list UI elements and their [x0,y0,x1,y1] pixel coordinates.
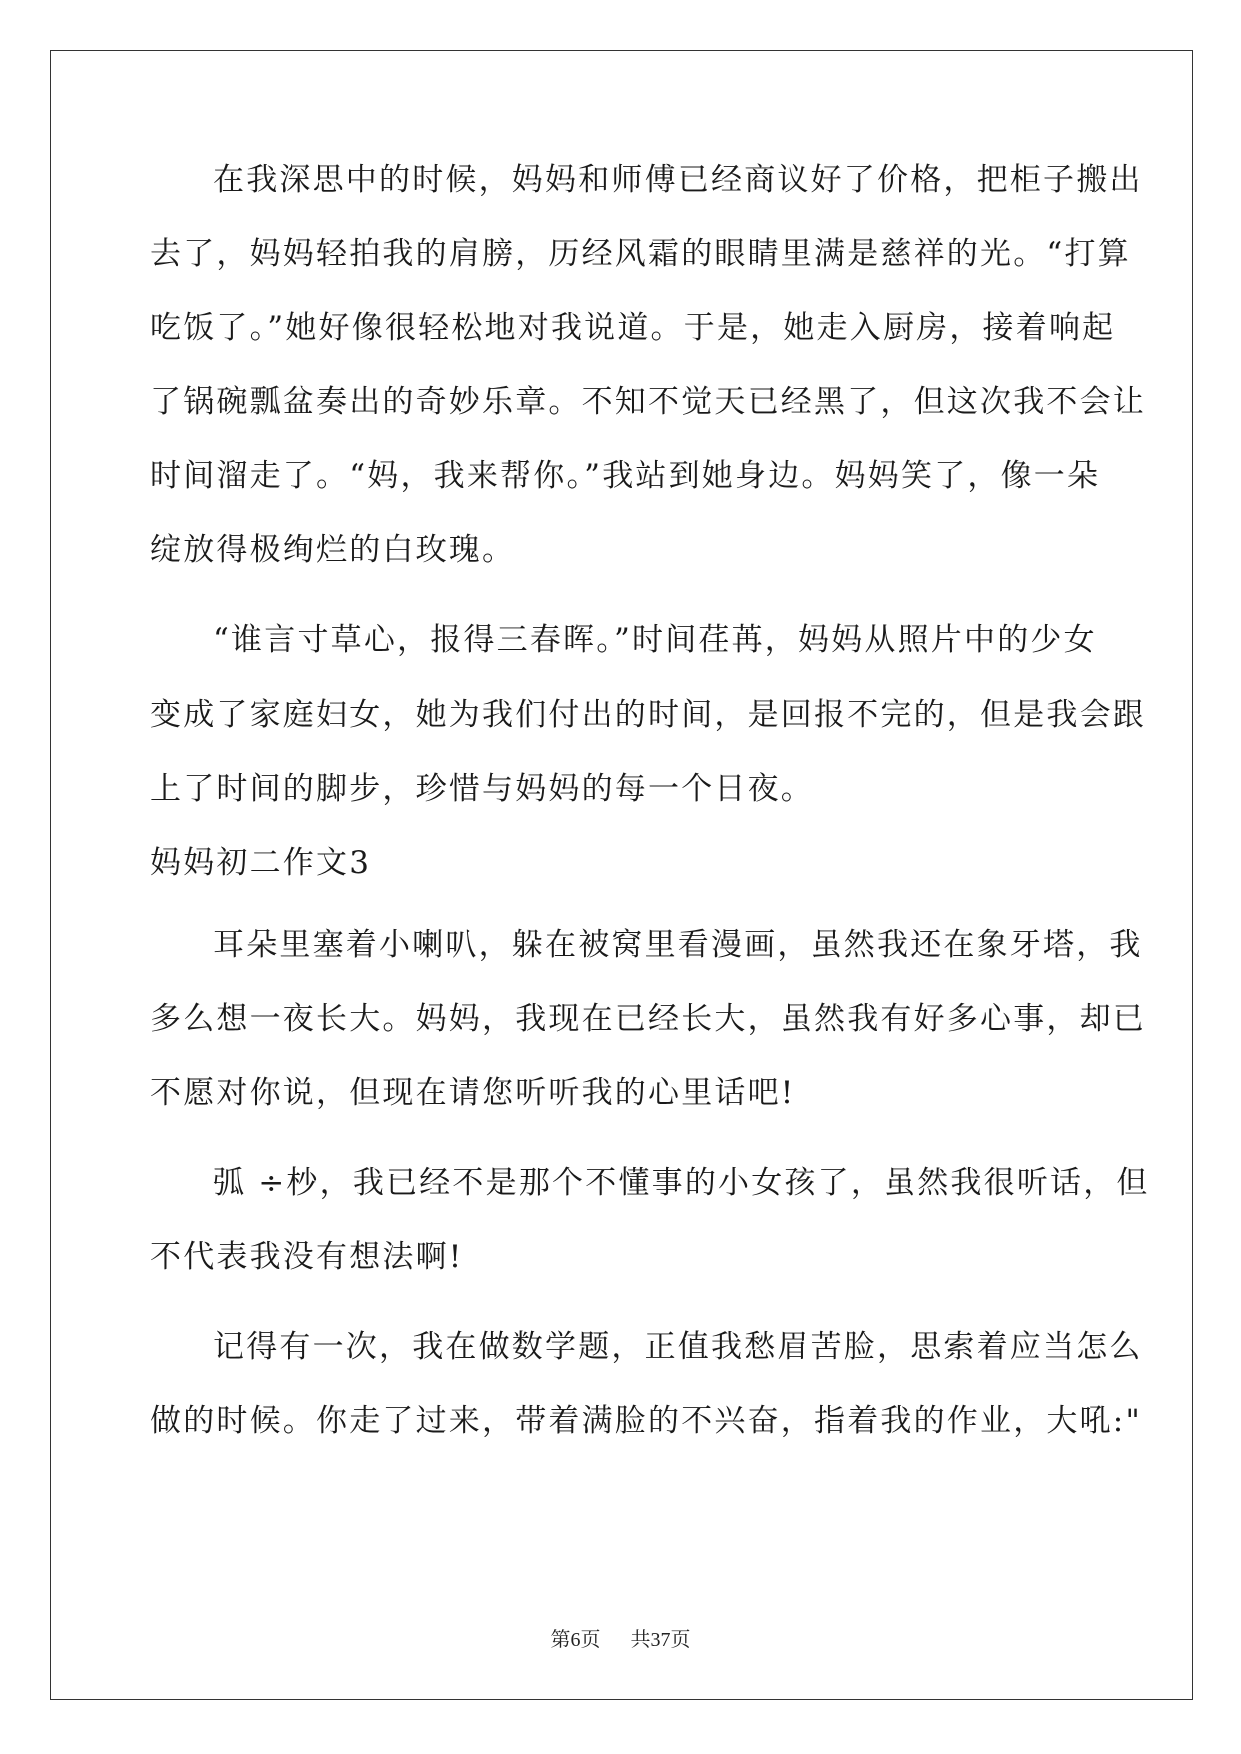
paragraph-line: 去了，妈妈轻拍我的肩膀，历经风霜的眼睛里满是慈祥的光。“打算 [150,236,1131,272]
paragraph-line: 记得有一次，我在做数学题，正值我愁眉苦脸，思索着应当怎么 [213,1329,1143,1365]
paragraph-line: 弧 ÷杪，我已经不是那个不懂事的小女孩了，虽然我很听话，但 [213,1165,1150,1201]
paragraph-line: 绽放得极绚烂的白玫瑰。 [150,532,516,568]
paragraph-line: 变成了家庭妇女，她为我们付出的时间，是回报不完的，但是我会跟 [150,697,1146,733]
paragraph-line: 不代表我没有想法啊! [150,1239,464,1275]
paragraph-line: 不愿对你说，但现在请您听听我的心里话吧! [150,1075,796,1111]
page-footer [0,1628,1241,1652]
paragraph-line: 了锅碗瓢盆奏出的奇妙乐章。不知不觉天已经黑了，但这次我不会让 [150,384,1146,420]
paragraph-line: 做的时候。你走了过来，带着满脸的不兴奋，指着我的作业，大吼:" [150,1403,1142,1439]
section-heading: 妈妈初二作文3 [150,845,372,881]
paragraph-line: 上了时间的脚步，珍惜与妈妈的每一个日夜。 [150,771,814,807]
paragraph-line: 多么想一夜长大。妈妈，我现在已经长大，虽然我有好多心事，却已 [150,1001,1146,1037]
paragraph-line: 在我深思中的时候，妈妈和师傅已经商议好了价格，把柜子搬出 [213,162,1143,198]
paragraph-line: “谁言寸草心，报得三春晖。”时间荏苒，妈妈从照片中的少女 [213,622,1097,658]
paragraph-line: 吃饭了。”她好像很轻松地对我说道。于是，她走入厨房，接着响起 [150,310,1116,346]
page-total: 共37页 [630,1629,691,1651]
paragraph-line: 耳朵里塞着小喇叭，躲在被窝里看漫画，虽然我还在象牙塔，我 [213,927,1143,963]
paragraph-line: 时间溜走了。“妈，我来帮你。”我站到她身边。妈妈笑了，像一朵 [150,458,1101,494]
page-number: 第6页 [550,1629,601,1651]
